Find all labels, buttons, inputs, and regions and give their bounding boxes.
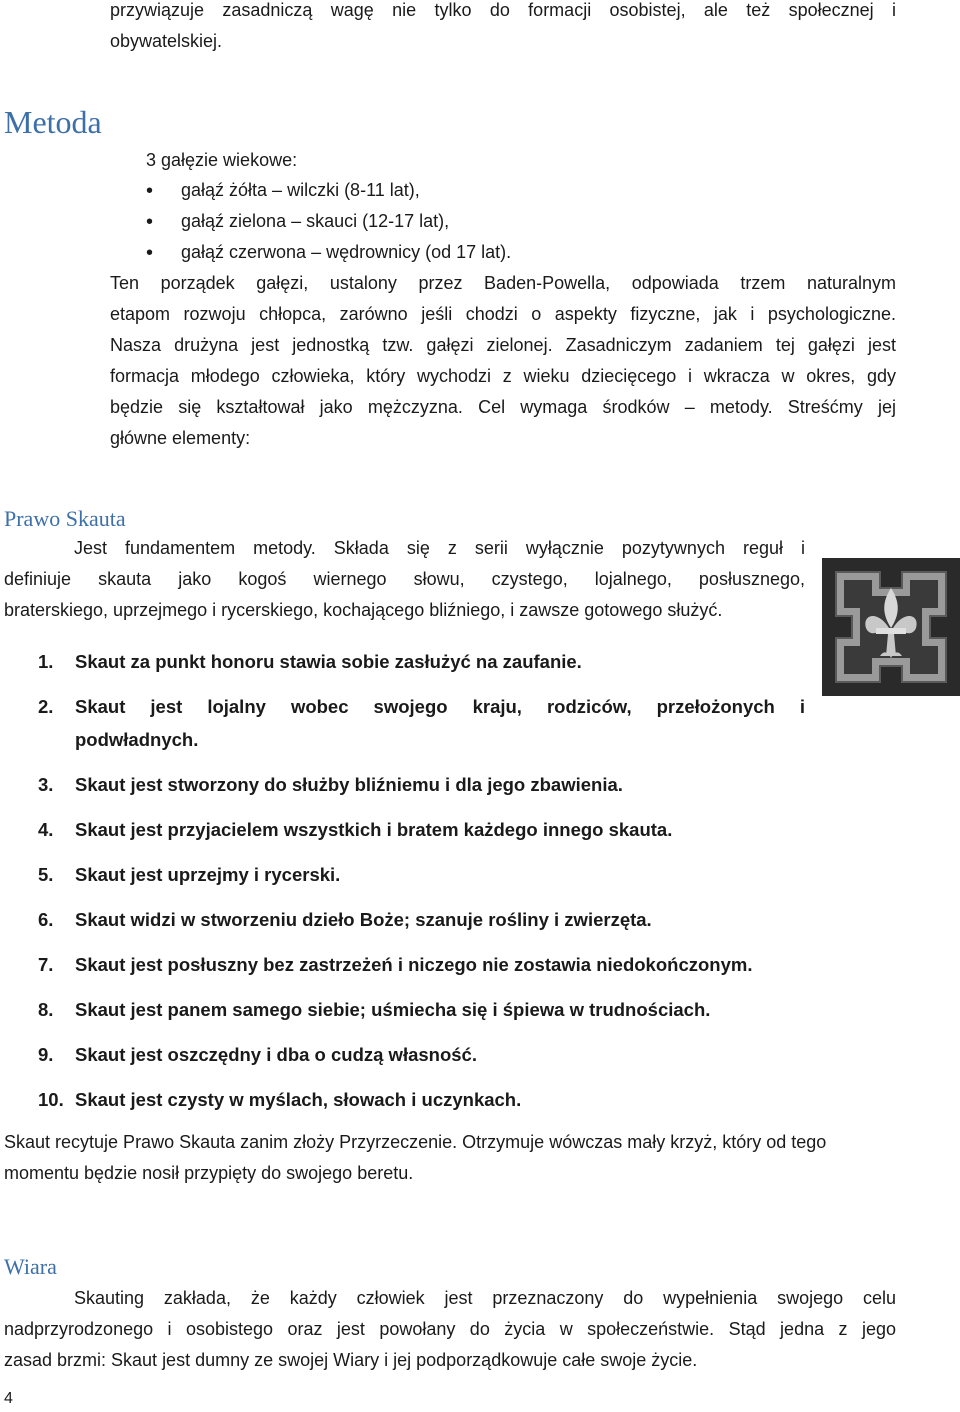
list-item: 3. Skaut jest stworzony do służby bliźniemu i dla jego zbawienia. — [38, 774, 623, 795]
bullet-icon: • — [146, 242, 154, 264]
wiara-para-line: nadprzyrodzonego i osobistego oraz jest powołany do życia w społeczeństwie. Stąd jedna z jego — [4, 1319, 896, 1339]
metoda-para-line: będzie się kształtował jako mężczyzna. Cel wymaga środków – metody. Streśćmy jej — [110, 397, 896, 417]
list-item: 2. Skaut jest lojalny wobec swojego kraju, rodziców, przełożonych i podwładnych. — [38, 696, 805, 750]
metoda-para-line: główne elementy: — [110, 428, 251, 448]
page-number: 4 — [4, 1390, 13, 1407]
list-item: 5. Skaut jest uprzejmy i rycerski. — [38, 864, 341, 885]
metoda-para-line: etapom rozwoju chłopca, zarówno jeśli chodzi o aspekty fizyczne, jak i psychologiczne. — [110, 304, 896, 324]
section-heading-metoda: Metoda — [4, 104, 102, 140]
prawo-after-line: momentu będzie nosił przypięty do swojego beretu. — [4, 1163, 414, 1183]
wiara-para-line: zasad brzmi: Skaut jest dumny ze swojej Wiary i jej podporządkowuje całe swoje życie. — [4, 1350, 698, 1370]
intro-line-2: obywatelskiej. — [110, 31, 223, 51]
scout-emblem-icon — [822, 558, 960, 696]
metoda-para-line: formacja młodego człowieka, który wychodzi z wieku dziecięcego i wkracza w okres, gdy — [110, 366, 896, 386]
intro-line-1: przywiązuje zasadniczą wagę nie tylko do formacji osobistej, ale też społecznej i — [110, 0, 896, 20]
list-item: 9. Skaut jest oszczędny i dba o cudzą własność. — [38, 1044, 477, 1065]
list-item: 4. Skaut jest przyjacielem wszystkich i bratem każdego innego skauta. — [38, 819, 673, 840]
wiara-para-line: Skauting zakłada, że każdy człowiek jest przeznaczony do wypełnienia swojego celu — [74, 1288, 896, 1308]
prawo-para-line: braterskiego, uprzejmego i rycerskiego, kochającego bliźniego, i zawsze gotowego służyć. — [4, 600, 723, 620]
list-item: 10. Skaut jest czysty w myślach, słowach i uczynkach. — [38, 1089, 522, 1110]
list-item: 1. Skaut za punkt honoru stawia sobie zasłużyć na zaufanie. — [38, 651, 582, 672]
list-item: 8. Skaut jest panem samego siebie; uśmiecha się i śpiewa w trudnościach. — [38, 999, 711, 1020]
metoda-para-line: Ten porządek gałęzi, ustalony przez Baden-Powella, odpowiada trzem naturalnym — [110, 273, 896, 293]
bullet-icon: • — [146, 211, 154, 233]
prawo-para-line: definiuje skauta jako kogoś wiernego słowu, czystego, lojalnego, posłusznego, — [4, 569, 805, 589]
section-heading-prawo-skauta: Prawo Skauta — [4, 506, 126, 531]
prawo-after-line: Skaut recytuje Prawo Skauta zanim złoży Przyrzeczenie. Otrzymuje wówczas mały krzyż, który od tego — [4, 1132, 827, 1152]
metoda-lead: 3 gałęzie wiekowe: — [146, 150, 298, 170]
metoda-para-line: Nasza drużyna jest jednostką tzw. gałęzi zielonej. Zasadniczym zadaniem tej gałęzi jest — [110, 335, 896, 355]
list-item: 6. Skaut widzi w stworzeniu dzieło Boże; szanuje rośliny i zwierzęta. — [38, 909, 652, 930]
list-item: 7. Skaut jest posłuszny bez zastrzeżeń i niczego nie zostawia niedokończonym. — [38, 954, 753, 975]
bullet-icon: • — [146, 180, 154, 202]
section-heading-wiara: Wiara — [4, 1254, 57, 1279]
prawo-para-line: Jest fundamentem metody. Składa się z serii wyłącznie pozytywnych reguł i — [74, 538, 805, 558]
